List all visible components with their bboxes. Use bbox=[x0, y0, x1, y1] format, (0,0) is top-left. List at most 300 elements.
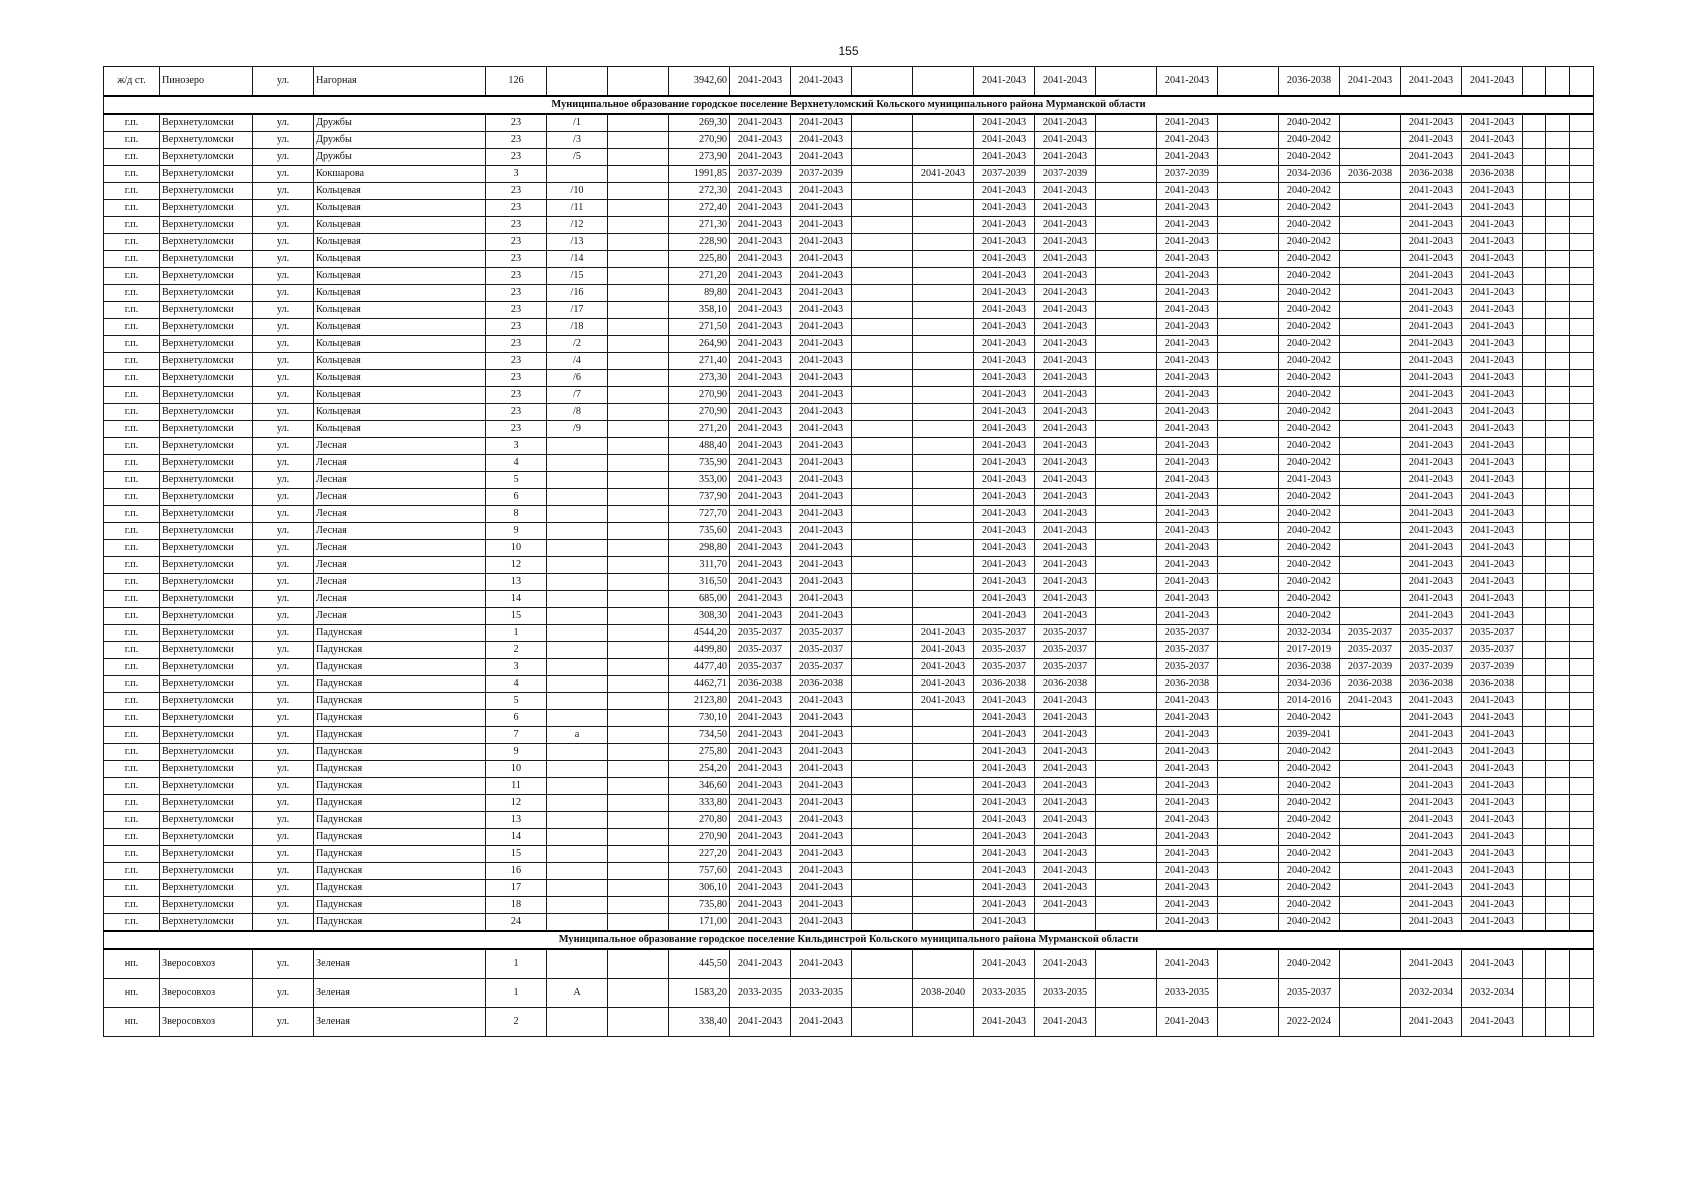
table-cell: 2041-2043 bbox=[1462, 319, 1523, 336]
table-cell bbox=[1218, 251, 1279, 268]
table-cell bbox=[913, 285, 974, 302]
table-cell: Лесная bbox=[314, 608, 486, 625]
table-cell: 2041-2043 bbox=[1035, 132, 1096, 149]
table-cell bbox=[1218, 761, 1279, 778]
table-cell: г.п. bbox=[104, 421, 160, 438]
table-cell bbox=[1096, 693, 1157, 710]
table-cell bbox=[1096, 710, 1157, 727]
table-cell: 2040-2042 bbox=[1279, 200, 1340, 217]
table-cell: 2036-2038 bbox=[974, 676, 1035, 693]
table-cell: 2041-2043 bbox=[730, 540, 791, 557]
table-cell: 2041-2043 bbox=[1157, 438, 1218, 455]
table-cell: 2041-2043 bbox=[1462, 370, 1523, 387]
table-cell: 2041-2043 bbox=[974, 200, 1035, 217]
table-cell: нп. bbox=[104, 1008, 160, 1037]
table-cell: г.п. bbox=[104, 897, 160, 914]
table-cell bbox=[1546, 149, 1570, 166]
table-cell bbox=[1523, 217, 1546, 234]
table-cell: 2041-2043 bbox=[791, 863, 852, 880]
table-cell bbox=[608, 523, 669, 540]
table-cell: 2041-2043 bbox=[1035, 812, 1096, 829]
table-cell: г.п. bbox=[104, 812, 160, 829]
table-cell: Лесная bbox=[314, 489, 486, 506]
table-cell: 4499,80 bbox=[669, 642, 730, 659]
table-cell: 2041-2043 bbox=[1462, 200, 1523, 217]
table-cell bbox=[1570, 710, 1594, 727]
table-cell bbox=[608, 812, 669, 829]
table-cell: 2041-2043 bbox=[791, 302, 852, 319]
table-row bbox=[104, 659, 1594, 676]
table-cell bbox=[608, 149, 669, 166]
table-cell bbox=[608, 863, 669, 880]
table-cell: Лесная bbox=[314, 540, 486, 557]
table-cell bbox=[608, 302, 669, 319]
table-cell bbox=[1523, 829, 1546, 846]
table-cell: 275,80 bbox=[669, 744, 730, 761]
table-cell bbox=[852, 217, 913, 234]
table-cell: 306,10 bbox=[669, 880, 730, 897]
table-cell: 2035-2037 bbox=[730, 642, 791, 659]
table-cell bbox=[852, 114, 913, 132]
table-cell: ул. bbox=[253, 979, 314, 1008]
table-cell: ж/д ст. bbox=[104, 67, 160, 97]
table-cell: Кольцевая bbox=[314, 387, 486, 404]
table-cell bbox=[1523, 370, 1546, 387]
table-cell bbox=[1218, 166, 1279, 183]
table-cell: ул. bbox=[253, 540, 314, 557]
table-cell: 2036-2038 bbox=[1340, 166, 1401, 183]
table-cell bbox=[852, 353, 913, 370]
table-cell: Верхнетуломски bbox=[160, 506, 253, 523]
table-cell: ул. bbox=[253, 217, 314, 234]
table-cell: ул. bbox=[253, 200, 314, 217]
table-cell: г.п. bbox=[104, 846, 160, 863]
table-row bbox=[104, 880, 1594, 897]
table-cell bbox=[1096, 540, 1157, 557]
table-cell: 2041-2043 bbox=[1462, 132, 1523, 149]
table-cell: 2041-2043 bbox=[1035, 455, 1096, 472]
table-row bbox=[104, 863, 1594, 880]
table-cell bbox=[547, 949, 608, 979]
table-cell bbox=[1340, 336, 1401, 353]
table-cell: 2041-2043 bbox=[974, 421, 1035, 438]
table-cell bbox=[1218, 183, 1279, 200]
table-cell bbox=[1546, 642, 1570, 659]
table-cell bbox=[1546, 914, 1570, 932]
table-cell: 264,90 bbox=[669, 336, 730, 353]
table-cell bbox=[852, 302, 913, 319]
section-header-row bbox=[104, 931, 1594, 949]
table-cell: 2036-2038 bbox=[1035, 676, 1096, 693]
table-cell: 2041-2043 bbox=[1157, 404, 1218, 421]
table-cell: 15 bbox=[486, 608, 547, 625]
table-cell bbox=[1570, 200, 1594, 217]
table-cell: г.п. bbox=[104, 506, 160, 523]
table-cell: 271,50 bbox=[669, 319, 730, 336]
table-cell bbox=[1340, 897, 1401, 914]
table-cell bbox=[852, 591, 913, 608]
table-cell: 2040-2042 bbox=[1279, 574, 1340, 591]
table-cell bbox=[547, 557, 608, 574]
table-cell bbox=[1096, 557, 1157, 574]
table-cell bbox=[608, 370, 669, 387]
table-cell: 2041-2043 bbox=[913, 625, 974, 642]
table-cell: Верхнетуломски bbox=[160, 149, 253, 166]
table-cell bbox=[1570, 302, 1594, 319]
table-cell bbox=[547, 659, 608, 676]
table-cell: 2041-2043 bbox=[730, 114, 791, 132]
table-cell: 2041-2043 bbox=[1157, 319, 1218, 336]
table-cell: 2041-2043 bbox=[1401, 319, 1462, 336]
table-cell: 272,40 bbox=[669, 200, 730, 217]
table-cell bbox=[852, 268, 913, 285]
table-cell bbox=[1340, 846, 1401, 863]
table-cell bbox=[913, 455, 974, 472]
table-row bbox=[104, 829, 1594, 846]
table-cell: 2041-2043 bbox=[1035, 404, 1096, 421]
table-cell: 2041-2043 bbox=[791, 285, 852, 302]
table-cell bbox=[1218, 268, 1279, 285]
table-cell bbox=[1546, 370, 1570, 387]
table-cell: 2041-2043 bbox=[1157, 353, 1218, 370]
table-cell bbox=[852, 472, 913, 489]
table-cell bbox=[1340, 795, 1401, 812]
table-cell: 2035-2037 bbox=[730, 625, 791, 642]
table-cell: 2041-2043 bbox=[1035, 778, 1096, 795]
table-cell: 2041-2043 bbox=[1462, 846, 1523, 863]
table-cell bbox=[852, 438, 913, 455]
table-cell bbox=[1218, 67, 1279, 97]
table-cell: 2041-2043 bbox=[1035, 387, 1096, 404]
table-cell bbox=[1340, 285, 1401, 302]
table-cell: 2041-2043 bbox=[791, 812, 852, 829]
table-row bbox=[104, 268, 1594, 285]
table-cell: 270,90 bbox=[669, 404, 730, 421]
table-cell: 2041-2043 bbox=[730, 778, 791, 795]
table-cell bbox=[1546, 727, 1570, 744]
table-row bbox=[104, 200, 1594, 217]
table-row bbox=[104, 251, 1594, 268]
table-cell bbox=[1523, 574, 1546, 591]
table-cell: 2041-2043 bbox=[1401, 523, 1462, 540]
table-cell: 271,40 bbox=[669, 353, 730, 370]
table-cell: Верхнетуломски bbox=[160, 897, 253, 914]
table-cell: Верхнетуломски bbox=[160, 421, 253, 438]
table-cell: 2035-2037 bbox=[1035, 625, 1096, 642]
table-cell: 2041-2043 bbox=[791, 472, 852, 489]
table-cell: 2041-2043 bbox=[974, 114, 1035, 132]
table-cell: Зверосовхоз bbox=[160, 1008, 253, 1037]
table-cell: 2041-2043 bbox=[974, 949, 1035, 979]
table-cell: 2041-2043 bbox=[1035, 336, 1096, 353]
table-cell: 2041-2043 bbox=[730, 234, 791, 251]
table-cell: 2041-2043 bbox=[1035, 523, 1096, 540]
table-cell: Падунская bbox=[314, 812, 486, 829]
table-cell bbox=[1546, 404, 1570, 421]
table-cell bbox=[547, 1008, 608, 1037]
table-cell: 2041-2043 bbox=[1157, 472, 1218, 489]
table-cell: 2041-2043 bbox=[974, 149, 1035, 166]
table-cell: 2041-2043 bbox=[1035, 591, 1096, 608]
table-cell bbox=[913, 302, 974, 319]
table-cell bbox=[1096, 67, 1157, 97]
table-cell: ул. bbox=[253, 761, 314, 778]
table-cell bbox=[1546, 846, 1570, 863]
table-cell bbox=[1570, 183, 1594, 200]
table-cell bbox=[1546, 472, 1570, 489]
table-cell: 2041-2043 bbox=[730, 608, 791, 625]
table-cell: г.п. bbox=[104, 778, 160, 795]
table-cell bbox=[913, 863, 974, 880]
table-cell: 2041-2043 bbox=[974, 761, 1035, 778]
table-cell: 271,20 bbox=[669, 268, 730, 285]
table-cell bbox=[1523, 166, 1546, 183]
table-cell: 2014-2016 bbox=[1279, 693, 1340, 710]
table-cell bbox=[1523, 659, 1546, 676]
table-cell: 2041-2043 bbox=[730, 353, 791, 370]
table-cell bbox=[913, 67, 974, 97]
table-cell: 270,90 bbox=[669, 829, 730, 846]
table-cell bbox=[608, 336, 669, 353]
table-cell: 2041-2043 bbox=[974, 489, 1035, 506]
table-cell bbox=[1570, 557, 1594, 574]
table-cell bbox=[913, 778, 974, 795]
table-cell: 4477,40 bbox=[669, 659, 730, 676]
table-row bbox=[104, 812, 1594, 829]
table-cell: г.п. bbox=[104, 404, 160, 421]
table-cell bbox=[547, 744, 608, 761]
table-cell bbox=[913, 149, 974, 166]
table-cell bbox=[547, 812, 608, 829]
table-cell: 2035-2037 bbox=[1157, 659, 1218, 676]
table-cell: 2037-2039 bbox=[1157, 166, 1218, 183]
table-cell: 2041-2043 bbox=[791, 880, 852, 897]
table-cell bbox=[1096, 472, 1157, 489]
table-cell: 2041-2043 bbox=[974, 353, 1035, 370]
table-cell bbox=[1570, 336, 1594, 353]
table-cell: 2036-2038 bbox=[1279, 659, 1340, 676]
table-cell: 2041-2043 bbox=[791, 404, 852, 421]
table-cell: 2041-2043 bbox=[1157, 557, 1218, 574]
table-row bbox=[104, 693, 1594, 710]
table-cell bbox=[1218, 336, 1279, 353]
table-cell: 2041-2043 bbox=[1157, 506, 1218, 523]
table-cell: 2041-2043 bbox=[1035, 370, 1096, 387]
table-cell: 2041-2043 bbox=[974, 251, 1035, 268]
table-cell: 2041-2043 bbox=[791, 183, 852, 200]
table-cell: г.п. bbox=[104, 710, 160, 727]
table-cell bbox=[1570, 319, 1594, 336]
table-cell: 757,60 bbox=[669, 863, 730, 880]
table-cell bbox=[1218, 795, 1279, 812]
table-cell bbox=[1523, 353, 1546, 370]
table-cell bbox=[1218, 846, 1279, 863]
table-cell: г.п. bbox=[104, 353, 160, 370]
table-cell: 2041-2043 bbox=[1462, 829, 1523, 846]
table-cell bbox=[1546, 234, 1570, 251]
table-cell bbox=[608, 67, 669, 97]
table-cell: 2041-2043 bbox=[1462, 114, 1523, 132]
table-cell bbox=[913, 489, 974, 506]
table-cell: Падунская bbox=[314, 778, 486, 795]
table-cell: 2041-2043 bbox=[1462, 217, 1523, 234]
table-cell bbox=[547, 591, 608, 608]
table-cell: 23 bbox=[486, 251, 547, 268]
table-cell: 685,00 bbox=[669, 591, 730, 608]
table-cell bbox=[1570, 676, 1594, 693]
table-row bbox=[104, 285, 1594, 302]
table-cell: Верхнетуломски bbox=[160, 234, 253, 251]
table-cell: 2041-2043 bbox=[1401, 285, 1462, 302]
table-cell bbox=[608, 234, 669, 251]
table-cell: 2041-2043 bbox=[730, 319, 791, 336]
table-cell: Верхнетуломски bbox=[160, 183, 253, 200]
table-cell: г.п. bbox=[104, 166, 160, 183]
table-cell: 2041-2043 bbox=[1035, 795, 1096, 812]
table-cell: 2041-2043 bbox=[1462, 421, 1523, 438]
table-cell: 2041-2043 bbox=[974, 863, 1035, 880]
table-cell: ул. bbox=[253, 285, 314, 302]
table-cell: 2040-2042 bbox=[1279, 557, 1340, 574]
table-cell: 2041-2043 bbox=[1462, 149, 1523, 166]
table-cell: 2035-2037 bbox=[974, 659, 1035, 676]
table-cell: 2041-2043 bbox=[1035, 540, 1096, 557]
table-cell: г.п. bbox=[104, 336, 160, 353]
table-cell: ул. bbox=[253, 897, 314, 914]
table-cell: 2041-2043 bbox=[1401, 540, 1462, 557]
table-cell: г.п. bbox=[104, 455, 160, 472]
table-cell bbox=[1218, 914, 1279, 932]
table-cell bbox=[1523, 897, 1546, 914]
table-cell: 2041-2043 bbox=[1035, 183, 1096, 200]
table-cell bbox=[852, 132, 913, 149]
table-cell: 308,30 bbox=[669, 608, 730, 625]
table-cell: 2035-2037 bbox=[1462, 625, 1523, 642]
table-cell bbox=[1523, 523, 1546, 540]
table-cell bbox=[1546, 251, 1570, 268]
table-cell bbox=[1218, 591, 1279, 608]
table-cell bbox=[852, 523, 913, 540]
table-cell bbox=[1570, 166, 1594, 183]
table-cell: 2041-2043 bbox=[791, 217, 852, 234]
table-cell bbox=[608, 455, 669, 472]
table-cell: 126 bbox=[486, 67, 547, 97]
table-cell: ул. bbox=[253, 438, 314, 455]
table-cell bbox=[1523, 642, 1546, 659]
table-row bbox=[104, 506, 1594, 523]
table-cell: 2032-2034 bbox=[1401, 979, 1462, 1008]
table-cell bbox=[852, 710, 913, 727]
table-cell bbox=[1546, 574, 1570, 591]
table-cell bbox=[1218, 710, 1279, 727]
table-cell bbox=[1096, 149, 1157, 166]
table-cell bbox=[1218, 404, 1279, 421]
table-cell bbox=[608, 744, 669, 761]
table-cell: 2032-2034 bbox=[1279, 625, 1340, 642]
table-cell: 2041-2043 bbox=[1401, 949, 1462, 979]
table-cell: 14 bbox=[486, 591, 547, 608]
table-cell: г.п. bbox=[104, 114, 160, 132]
table-cell: ул. bbox=[253, 319, 314, 336]
table-cell bbox=[913, 114, 974, 132]
table-cell: ул. bbox=[253, 710, 314, 727]
table-cell: Кольцевая bbox=[314, 370, 486, 387]
table-cell: 346,60 bbox=[669, 778, 730, 795]
table-cell: 2041-2043 bbox=[974, 183, 1035, 200]
table-cell: ул. bbox=[253, 149, 314, 166]
table-cell bbox=[547, 472, 608, 489]
table-cell: 2041-2043 bbox=[730, 1008, 791, 1037]
table-cell: 2041-2043 bbox=[1035, 251, 1096, 268]
table-cell: 23 bbox=[486, 336, 547, 353]
table-cell: 2041-2043 bbox=[1462, 574, 1523, 591]
table-cell: 23 bbox=[486, 132, 547, 149]
table-cell: 2041-2043 bbox=[791, 795, 852, 812]
table-cell: /17 bbox=[547, 302, 608, 319]
table-cell: 2041-2043 bbox=[730, 370, 791, 387]
table-cell: ул. bbox=[253, 234, 314, 251]
table-cell: г.п. bbox=[104, 523, 160, 540]
table-cell bbox=[608, 540, 669, 557]
table-cell: 3 bbox=[486, 659, 547, 676]
table-cell: ул. bbox=[253, 489, 314, 506]
table-cell bbox=[1523, 744, 1546, 761]
table-cell: 2041-2043 bbox=[974, 387, 1035, 404]
table-cell bbox=[1523, 812, 1546, 829]
table-cell: 2041-2043 bbox=[1401, 846, 1462, 863]
table-cell bbox=[1218, 727, 1279, 744]
table-cell bbox=[608, 268, 669, 285]
table-cell: 2041-2043 bbox=[791, 727, 852, 744]
table-cell: Верхнетуломски bbox=[160, 846, 253, 863]
table-cell: Лесная bbox=[314, 523, 486, 540]
table-cell: 2041-2043 bbox=[974, 319, 1035, 336]
table-cell bbox=[1096, 979, 1157, 1008]
table-cell: 2041-2043 bbox=[1035, 67, 1096, 97]
table-cell bbox=[608, 710, 669, 727]
table-cell bbox=[1096, 268, 1157, 285]
table-cell: 735,90 bbox=[669, 455, 730, 472]
table-cell: 2041-2043 bbox=[1462, 540, 1523, 557]
table-cell bbox=[852, 693, 913, 710]
table-cell bbox=[1218, 200, 1279, 217]
table-cell: 2041-2043 bbox=[1035, 149, 1096, 166]
table-cell: г.п. bbox=[104, 693, 160, 710]
table-cell bbox=[1096, 812, 1157, 829]
table-cell bbox=[852, 251, 913, 268]
table-cell: 2041-2043 bbox=[730, 846, 791, 863]
table-cell: 23 bbox=[486, 319, 547, 336]
table-cell bbox=[1340, 506, 1401, 523]
table-cell: ул. bbox=[253, 591, 314, 608]
table-cell: г.п. bbox=[104, 642, 160, 659]
table-cell bbox=[852, 557, 913, 574]
table-cell: 270,80 bbox=[669, 812, 730, 829]
table-cell bbox=[1546, 949, 1570, 979]
table-cell: ул. bbox=[253, 132, 314, 149]
table-cell: 2041-2043 bbox=[974, 778, 1035, 795]
table-cell bbox=[1546, 114, 1570, 132]
table-cell bbox=[1340, 319, 1401, 336]
table-cell: 2041-2043 bbox=[974, 67, 1035, 97]
table-cell: 171,00 bbox=[669, 914, 730, 932]
table-cell: 1 bbox=[486, 979, 547, 1008]
table-cell bbox=[1546, 897, 1570, 914]
table-cell: Падунская bbox=[314, 744, 486, 761]
table-cell bbox=[1523, 149, 1546, 166]
table-cell bbox=[852, 540, 913, 557]
table-cell: 2041-2043 bbox=[791, 574, 852, 591]
